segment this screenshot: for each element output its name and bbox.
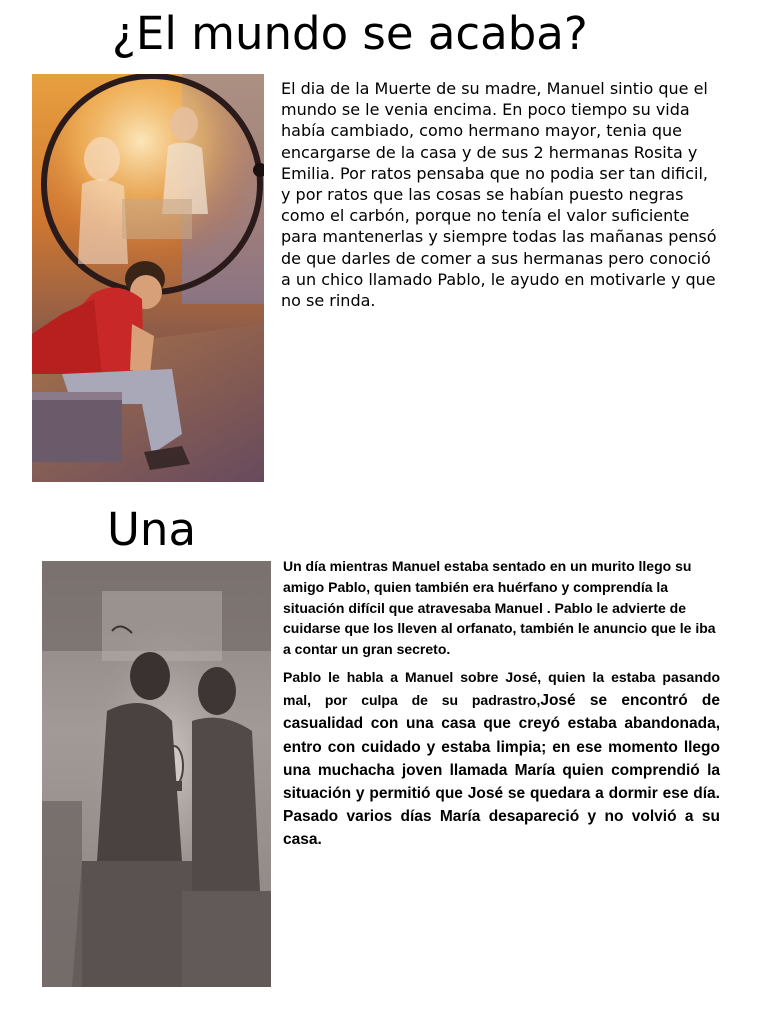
boy-illustration xyxy=(32,74,264,482)
boy-illustration-art xyxy=(32,74,264,482)
section2-paragraph-1: Un día mientras Manuel estaba sentado en un murito llego su amigo Pablo, quien también era huérfano y comprendía la situación difícil que atravesaba Manuel . Pablo le advierte de cuidarse que los lleven al orfanato, también le anuncio que le iba a contar un gran secreto. xyxy=(283,558,716,658)
sepia-photo-art xyxy=(42,561,271,987)
section2-paragraph-2 xyxy=(283,666,720,852)
section1-title: ¿El mundo se acaba? xyxy=(112,7,588,60)
section2-title: Una xyxy=(107,503,197,556)
section2-paragraph-2-rest: José se encontró de casualidad con una casa que creyó estaba abandonada, entro con cuidado y estaba limpia; en ese momento llego una muchacha joven llamada María quien comprendió la situación y permitió que José se quedara a dormir ese día. Pasado varios días María desapareció y no volvió a su casa. xyxy=(283,692,720,849)
section2-paragraph-2-start: Pablo le habla a Manuel sobre José, quien la estaba pasando mal, por culpa de su padrastro, xyxy=(283,669,720,709)
section1-paragraph: El dia de la Muerte de su madre, Manuel sintio que el mundo se le venia encima. En poco tiempo su vida había cambiado, como hermano mayor, tenia que encargarse de la casa y de sus 2 hermanas Rosita y Emilia. Por ratos pensaba que no podia ser tan dificil, y por ratos que las cosas se habían puesto negras como el carbón, porque no tenía el valor suficiente para mantenerlas y siempre todas las mañanas pensó de que darles de comer a sus hermanas pero conoció a un chico llamado Pablo, le ayudo en motivarle y que no se rinda. xyxy=(281,79,717,311)
sepia-photo xyxy=(42,561,271,987)
